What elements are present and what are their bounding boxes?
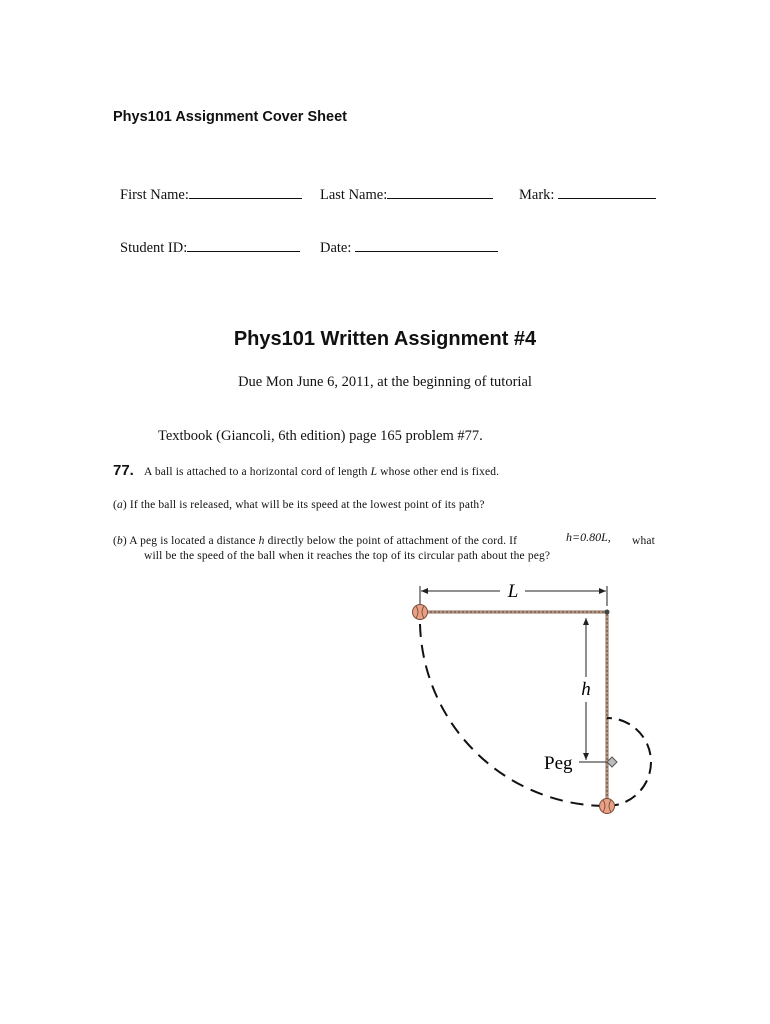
statement-var-l: L [370,466,378,478]
part-b-text-pre: A peg is located a distance [126,535,259,547]
part-b-text-post: directly below the point of attachment of the cord. If [264,535,518,547]
part-a-label: a [116,499,123,511]
student-id-blank [187,239,300,252]
first-name-label: First Name: [120,187,189,203]
last-name-label: Last Name: [320,187,388,203]
date-label: Date: [320,240,352,256]
part-b-line1: (b) A peg is located a distance h directly below the point of attachment of the cord. If [113,535,518,547]
part-b-label: b [116,535,123,547]
first-name-blank [189,186,302,199]
due-date: Due Mon June 6, 2011, at the beginning of tutorial [238,374,532,390]
statement-pre: A ball is attached to a horizontal cord of length [144,466,371,478]
ball-start [413,605,428,620]
part-b-var-h: h [258,535,265,547]
cover-sheet-title: Phys101 Assignment Cover Sheet [113,109,347,125]
part-a: (a) If the ball is released, what will be its speed at the lowest point of its path? [113,499,485,511]
date-blank [355,239,498,252]
mark-label: Mark: [519,187,555,203]
textbook-reference: Textbook (Giancoli, 6th edition) page 165 problem #77. [158,428,483,444]
statement-post: whose other end is fixed. [377,466,500,478]
swing-path [420,624,607,806]
problem-statement [144,466,499,478]
mark-field [519,186,656,204]
student-id-field [120,239,300,257]
first-name-field [120,186,302,204]
part-b-line2: will be the speed of the ball when it reaches the top of its circular path about the peg? [144,550,551,562]
mark-blank [558,186,656,199]
last-name-blank [387,186,493,199]
part-a-text: If the ball is released, what will be its speed at the lowest point of its path? [126,499,485,511]
label-h: h [581,679,591,700]
problem-number: 77. [113,462,134,479]
date-field [320,239,498,257]
last-name-field [320,186,493,204]
pendulum-peg-diagram [400,574,670,824]
part-b-equation: h=0.80L, [566,530,611,544]
assignment-title: Phys101 Written Assignment #4 [233,328,537,350]
label-peg: Peg [544,753,573,774]
fixed-point [605,610,610,615]
label-l: L [507,581,519,602]
ball-bottom [600,799,615,814]
student-id-label: Student ID: [120,240,188,256]
part-b-what: what [632,535,655,547]
